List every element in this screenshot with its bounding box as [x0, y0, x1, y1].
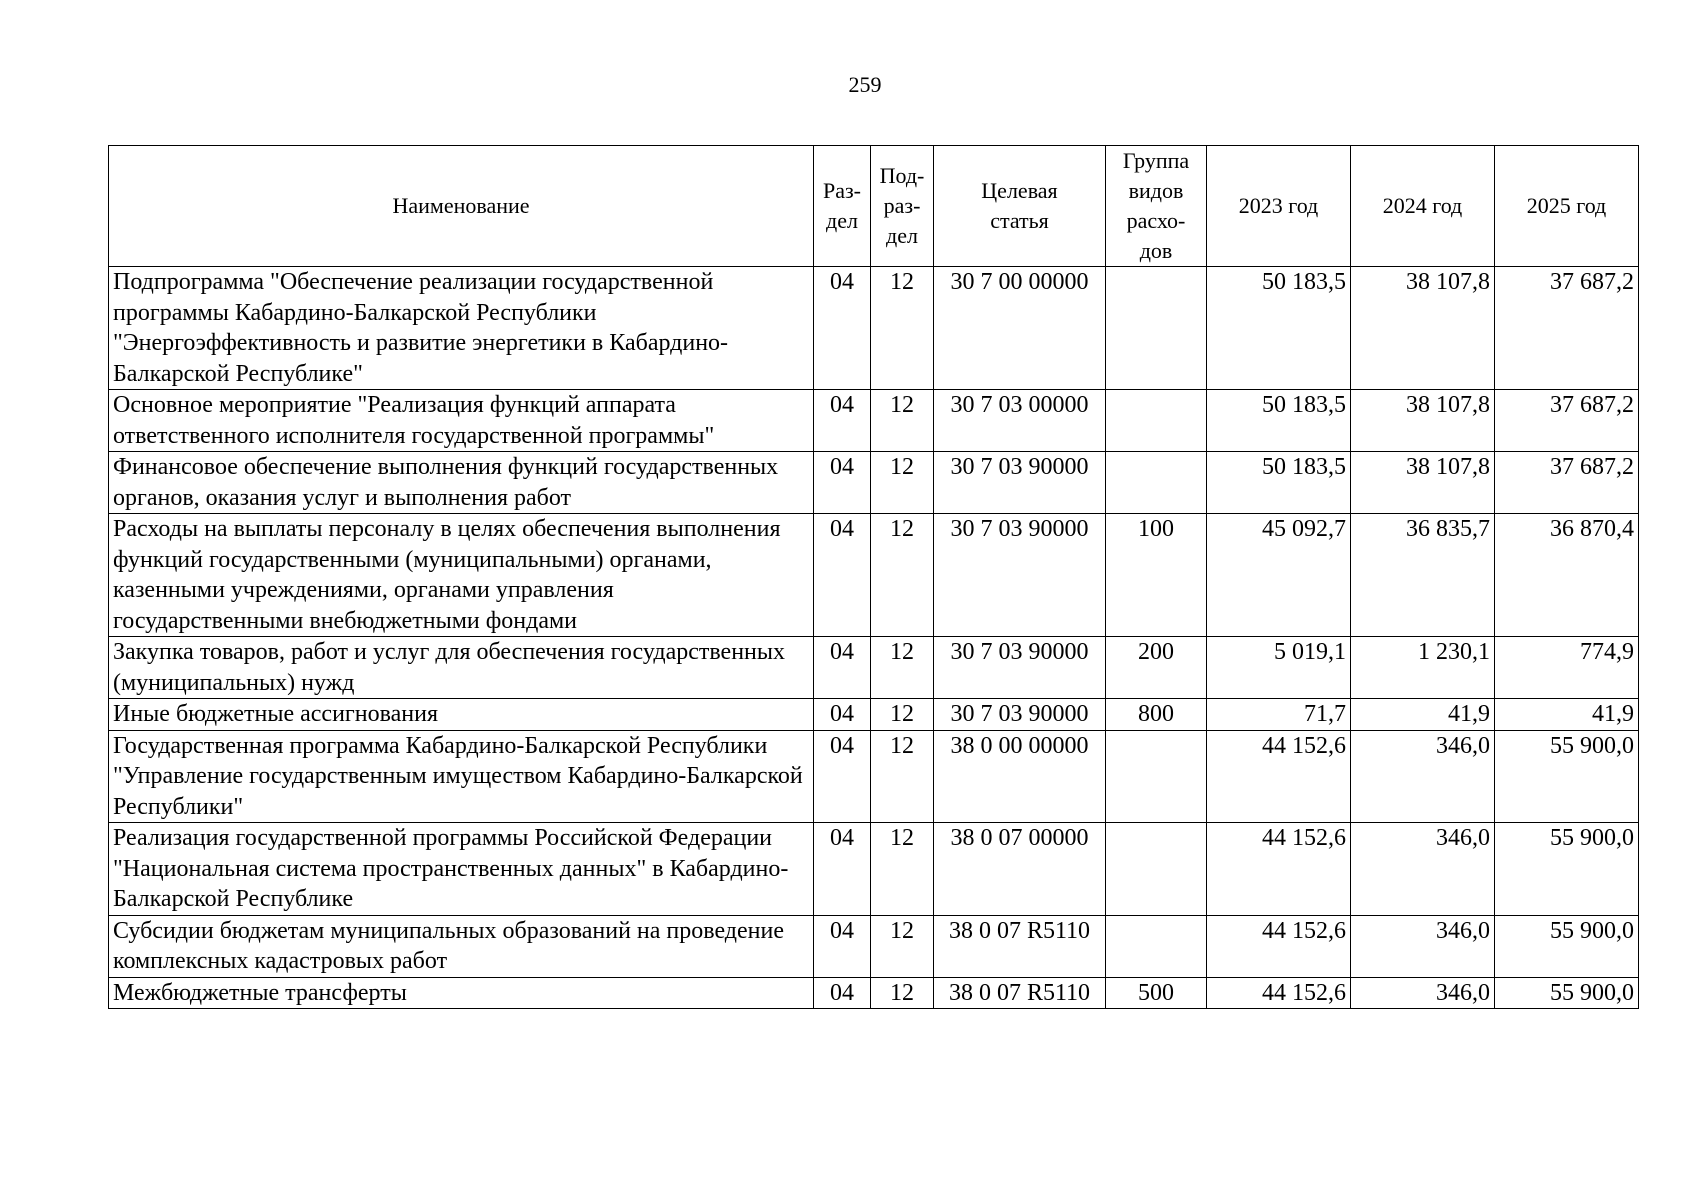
header-podrazdel: Под- раз- дел: [871, 146, 934, 267]
cell-name: Основное мероприятие "Реализация функций аппарата ответственного исполнителя государственной программы": [109, 390, 814, 452]
cell-target-article: 30 7 03 00000: [934, 390, 1106, 452]
table-row: [109, 977, 1639, 1009]
cell-podrazdel: 12: [871, 390, 934, 452]
cell-year-2025: 37 687,2: [1495, 452, 1639, 514]
cell-year-2025: 55 900,0: [1495, 915, 1639, 977]
cell-year-2023: 44 152,6: [1207, 730, 1351, 823]
cell-year-2023: 71,7: [1207, 699, 1351, 731]
table-row: [109, 730, 1639, 823]
cell-year-2024: 38 107,8: [1351, 390, 1495, 452]
cell-expense-group: [1106, 390, 1207, 452]
cell-razdel: 04: [814, 699, 871, 731]
cell-year-2023: 50 183,5: [1207, 390, 1351, 452]
cell-target-article: 30 7 03 90000: [934, 699, 1106, 731]
cell-expense-group: 500: [1106, 977, 1207, 1009]
cell-name: Государственная программа Кабардино-Балкарской Республики "Управление государственным имуществом Кабардино-Балкарской Республики": [109, 730, 814, 823]
cell-razdel: 04: [814, 730, 871, 823]
header-year-2024: 2024 год: [1351, 146, 1495, 267]
header-razdel: Раз- дел: [814, 146, 871, 267]
table-row: [109, 915, 1639, 977]
cell-expense-group: [1106, 730, 1207, 823]
cell-name: Финансовое обеспечение выполнения функций государственных органов, оказания услуг и выполнения работ: [109, 452, 814, 514]
cell-year-2023: 50 183,5: [1207, 452, 1351, 514]
table-row: [109, 267, 1639, 390]
table-row: [109, 699, 1639, 731]
cell-target-article: 30 7 03 90000: [934, 637, 1106, 699]
table-row: [109, 390, 1639, 452]
cell-expense-group: [1106, 823, 1207, 916]
cell-year-2023: 44 152,6: [1207, 915, 1351, 977]
cell-year-2024: 36 835,7: [1351, 514, 1495, 637]
cell-year-2023: 44 152,6: [1207, 977, 1351, 1009]
cell-target-article: 38 0 00 00000: [934, 730, 1106, 823]
table-row: [109, 514, 1639, 637]
cell-year-2025: 55 900,0: [1495, 823, 1639, 916]
cell-year-2024: 38 107,8: [1351, 452, 1495, 514]
cell-name: Расходы на выплаты персоналу в целях обеспечения выполнения функций государственными (муниципальными) органами, казенными учреждениями, органами управления государственными внебюджетными фондами: [109, 514, 814, 637]
cell-target-article: 38 0 07 R5110: [934, 915, 1106, 977]
cell-name: Иные бюджетные ассигнования: [109, 699, 814, 731]
cell-year-2024: 346,0: [1351, 915, 1495, 977]
page-number: 259: [848, 72, 882, 97]
cell-razdel: 04: [814, 637, 871, 699]
table-row: [109, 452, 1639, 514]
cell-razdel: 04: [814, 823, 871, 916]
cell-name: Субсидии бюджетам муниципальных образований на проведение комплексных кадастровых работ: [109, 915, 814, 977]
cell-year-2024: 41,9: [1351, 699, 1495, 731]
cell-year-2023: 44 152,6: [1207, 823, 1351, 916]
cell-year-2024: 346,0: [1351, 730, 1495, 823]
header-expense-group: Группа видов расхо- дов: [1106, 146, 1207, 267]
cell-podrazdel: 12: [871, 915, 934, 977]
cell-expense-group: 100: [1106, 514, 1207, 637]
cell-name: Межбюджетные трансферты: [109, 977, 814, 1009]
cell-target-article: 38 0 07 00000: [934, 823, 1106, 916]
cell-podrazdel: 12: [871, 977, 934, 1009]
cell-year-2023: 45 092,7: [1207, 514, 1351, 637]
cell-target-article: 30 7 03 90000: [934, 452, 1106, 514]
cell-year-2025: 55 900,0: [1495, 977, 1639, 1009]
cell-year-2025: 774,9: [1495, 637, 1639, 699]
cell-year-2025: 37 687,2: [1495, 267, 1639, 390]
cell-expense-group: [1106, 452, 1207, 514]
table-header-row: [109, 146, 1639, 267]
cell-year-2025: 37 687,2: [1495, 390, 1639, 452]
cell-year-2024: 346,0: [1351, 823, 1495, 916]
cell-podrazdel: 12: [871, 267, 934, 390]
cell-target-article: 30 7 00 00000: [934, 267, 1106, 390]
cell-year-2025: 36 870,4: [1495, 514, 1639, 637]
budget-table: [108, 145, 1639, 1009]
cell-podrazdel: 12: [871, 452, 934, 514]
cell-year-2023: 5 019,1: [1207, 637, 1351, 699]
cell-razdel: 04: [814, 267, 871, 390]
header-year-2025: 2025 год: [1495, 146, 1639, 267]
cell-name: Подпрограмма "Обеспечение реализации государственной программы Кабардино-Балкарской Республики "Энергоэффективность и развитие энергетики в Кабардино-Балкарской Республике": [109, 267, 814, 390]
cell-razdel: 04: [814, 452, 871, 514]
cell-podrazdel: 12: [871, 699, 934, 731]
cell-expense-group: 200: [1106, 637, 1207, 699]
cell-name: Закупка товаров, работ и услуг для обеспечения государственных (муниципальных) нужд: [109, 637, 814, 699]
cell-podrazdel: 12: [871, 730, 934, 823]
cell-year-2023: 50 183,5: [1207, 267, 1351, 390]
cell-year-2025: 55 900,0: [1495, 730, 1639, 823]
header-target-article: Целевая статья: [934, 146, 1106, 267]
cell-podrazdel: 12: [871, 637, 934, 699]
cell-podrazdel: 12: [871, 823, 934, 916]
cell-expense-group: [1106, 915, 1207, 977]
cell-razdel: 04: [814, 390, 871, 452]
cell-name: Реализация государственной программы Российской Федерации "Национальная система пространственных данных" в Кабардино-Балкарской Республике: [109, 823, 814, 916]
cell-year-2024: 346,0: [1351, 977, 1495, 1009]
cell-year-2024: 1 230,1: [1351, 637, 1495, 699]
cell-year-2024: 38 107,8: [1351, 267, 1495, 390]
cell-target-article: 38 0 07 R5110: [934, 977, 1106, 1009]
cell-razdel: 04: [814, 514, 871, 637]
header-year-2023: 2023 год: [1207, 146, 1351, 267]
cell-target-article: 30 7 03 90000: [934, 514, 1106, 637]
cell-podrazdel: 12: [871, 514, 934, 637]
cell-expense-group: 800: [1106, 699, 1207, 731]
table-row: [109, 823, 1639, 916]
cell-razdel: 04: [814, 977, 871, 1009]
cell-razdel: 04: [814, 915, 871, 977]
table-row: [109, 637, 1639, 699]
cell-expense-group: [1106, 267, 1207, 390]
cell-year-2025: 41,9: [1495, 699, 1639, 731]
header-name: Наименование: [109, 146, 814, 267]
